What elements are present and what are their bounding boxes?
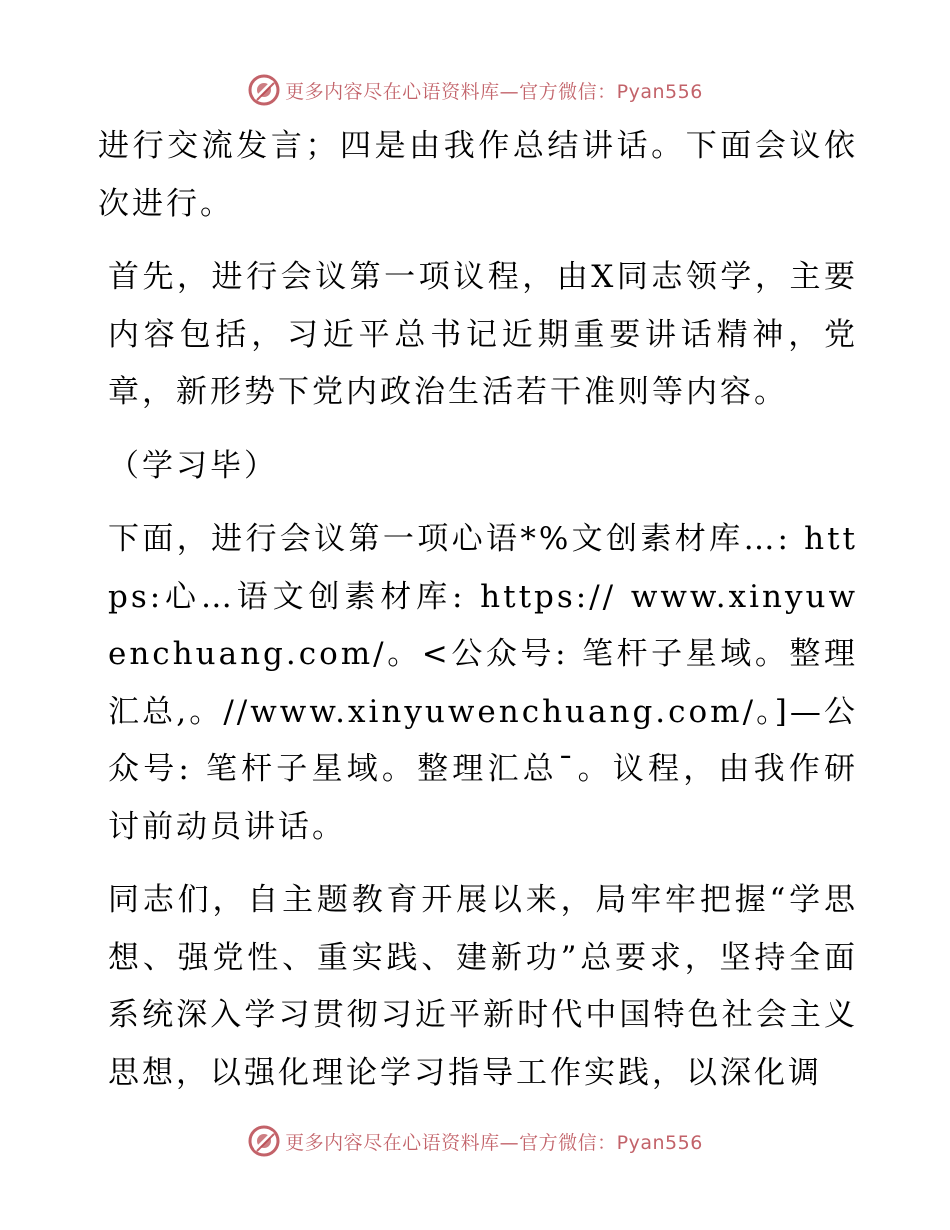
paragraph: 首先，进行会议第一项议程，由X同志领学，主要内容包括，习近平总书记近期重要讲话精神，党章，新形势下党内政治生活若干准则等内容。 (108, 259, 858, 410)
header-watermark (0, 70, 950, 110)
paragraph: （学习毕） (108, 447, 278, 484)
paragraph: 下面，进行会议第一项心语*%文创素材库…: https:心…语文创素材库: https:// www.xinyuwenchuang.com/。<公众号: 笔杆子星域。整理汇总,。//www.xinyuwenchuang.com/。]—公众号: 笔杆子星域。整理汇总¯。议程，由我作研讨前动员讲话。 (108, 521, 858, 845)
watermark-text: 更多内容尽在心语资料库—官方微信：Pyan556 (285, 80, 703, 103)
paragraph: 进行交流发言；四是由我作总结讲话。下面会议依次进行。 (98, 128, 858, 222)
paragraph: 同志们，自主题教育开展以来，局牢牢把握“学思想、强党性、重实践、建新功”总要求，坚持全面系统深入学习贯彻习近平新时代中国特色社会主义思想，以强化理论学习指导工作实践，以深化调 (108, 882, 858, 1091)
watermark-text: 更多内容尽在心语资料库—官方微信：Pyan556 (285, 1131, 703, 1154)
footer-watermark (0, 1121, 950, 1161)
brand-logo-icon (247, 73, 281, 107)
brand-logo-icon (247, 1124, 281, 1158)
document-body (98, 118, 858, 1102)
